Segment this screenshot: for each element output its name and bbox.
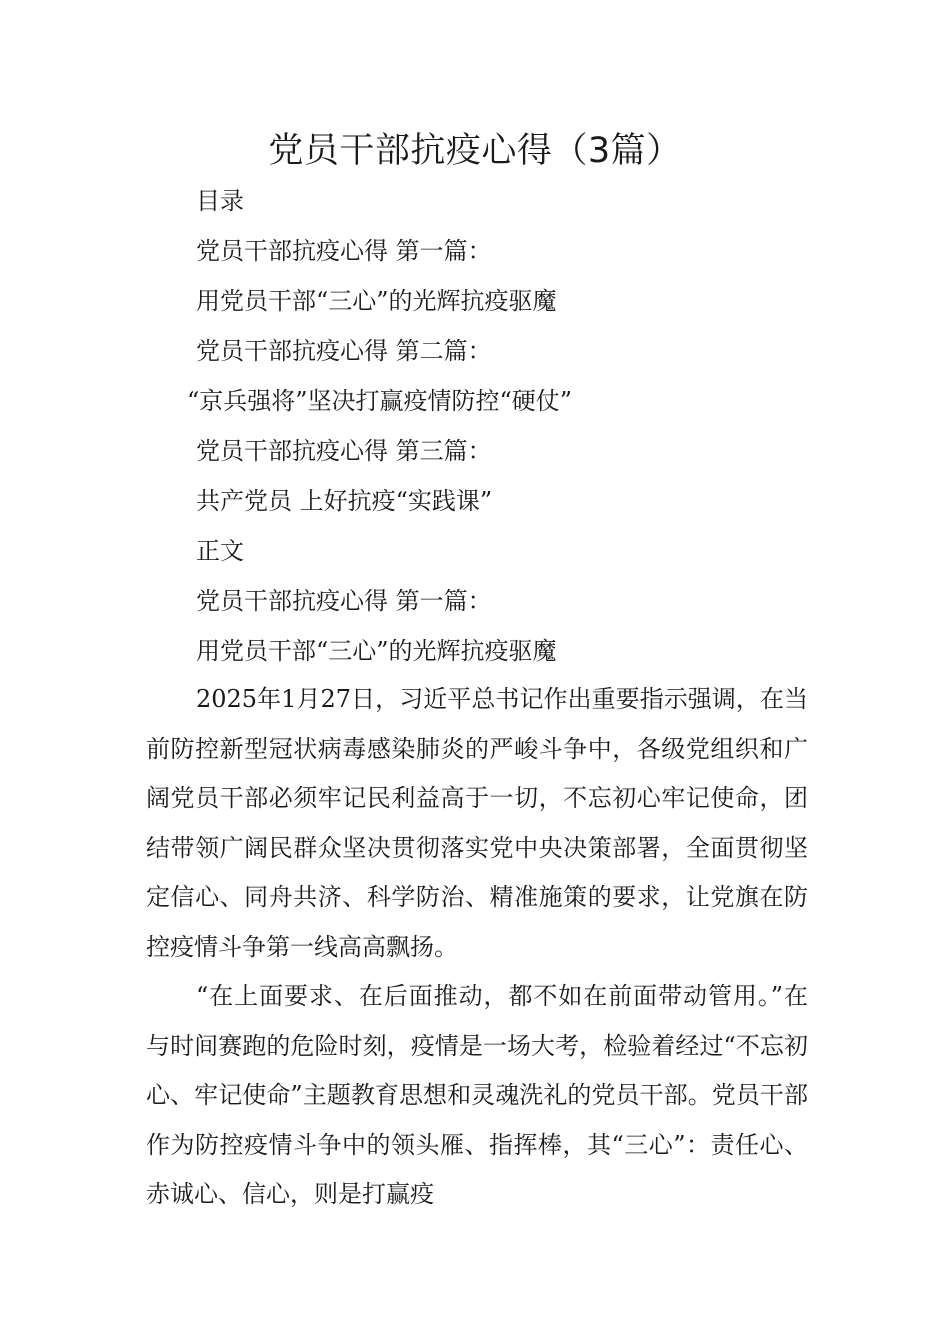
toc-item-part-three-subtitle: 共产党员 上好抗疫“实践课” [196, 487, 493, 515]
toc-heading: 目录 [196, 187, 244, 215]
section-heading-part-one: 党员干部抗疫心得 第一篇： [196, 587, 492, 615]
toc-item-part-two: 党员干部抗疫心得 第二篇： [196, 337, 492, 365]
toc-item-part-three: 党员干部抗疫心得 第三篇： [196, 437, 492, 465]
toc-item-part-one-subtitle: 用党员干部“三心”的光辉抗疫驱魔 [196, 287, 557, 315]
body-heading: 正文 [196, 537, 244, 565]
document-title: 党员干部抗疫心得（3篇） [268, 131, 682, 171]
toc-item-part-two-subtitle: “京兵强将”坚决打赢疫情防控“硬仗” [187, 387, 573, 415]
toc-item-part-one: 党员干部抗疫心得 第一篇： [196, 237, 492, 265]
body-paragraph: “在上面要求、在后面推动，都不如在前面带动管用。”在与时间赛跑的危险时刻，疫情是一场大考，检验着经过“不忘初心、牢记使命”主题教育思想和灵魂洗礼的党员干部。党员干部作为防控疫情斗争中的领头雁、指挥棒，其“三心”：责任心、赤诚心、信心，则是打赢疫 [146, 982, 808, 1208]
body-text [146, 675, 808, 1220]
body-paragraph: 2025年1月27日，习近平总书记作出重要指示强调，在当前防控新型冠状病毒感染肺炎的严峻斗争中，各级党组织和广阔党员干部必须牢记民利益高于一切，不忘初心牢记使命，团结带领广阔民群众坚决贯彻落实党中央决策部署，全面贯彻坚定信心、同舟共济、科学防治、精准施策的要求，让党旗在防控疫情斗争第一线高高飘扬。 [146, 685, 808, 961]
section-subtitle-part-one: 用党员干部“三心”的光辉抗疫驱魔 [196, 637, 557, 665]
outline-lines [187, 176, 836, 676]
